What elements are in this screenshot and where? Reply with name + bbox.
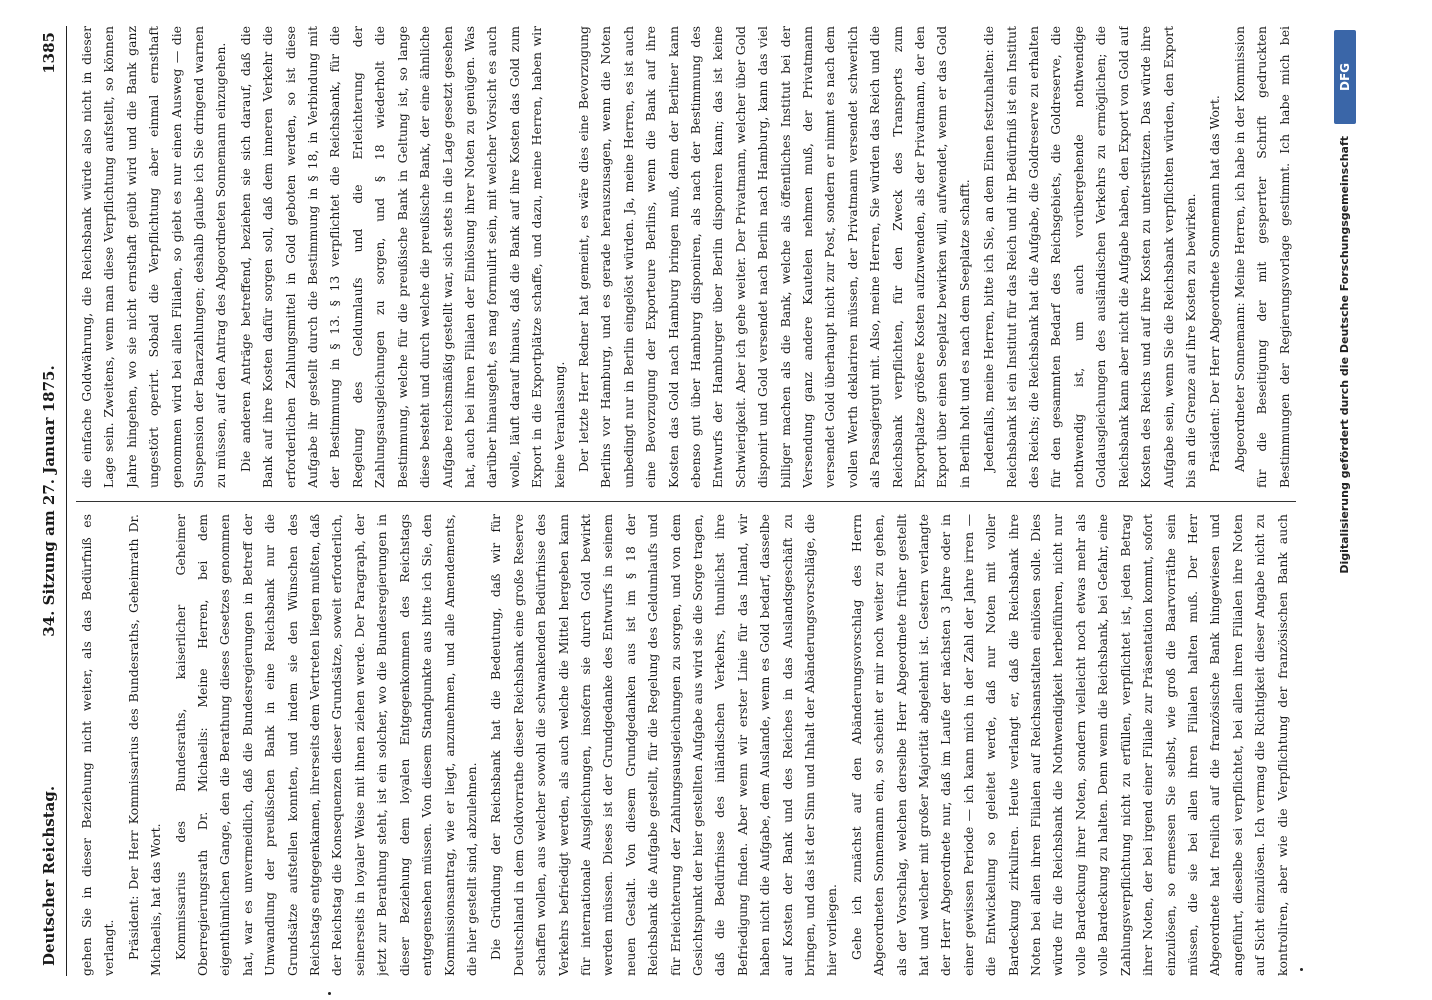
right-column bbox=[76, 26, 1296, 488]
funding-credit: Digitalisierung gefördert durch die Deutsche Forschungsgemeinschaft bbox=[1338, 136, 1351, 574]
paragraph: Gehe ich zunächst auf den Abänderungsvorschlag des Herrn Abgeordneten Sonnemann ein, so scheint er mir noch weiter zu gehen, als der Vorschlag, welchen derselbe Herr Abgeordnete früher gestellt hat und welcher mit großer Majorität abgelehnt ist. Gestern verlangte der Herr Abgeordnete nur, daß im Laufe der nächsten 3 Jahre oder in einer gewissen Periode — ich kann mich in der Zahl der Jahre irren — die Entwickelung so geleitet werde, daß nur Noten mit voller Bardeckung zirkuliren. Heute verlangt er, daß die Reichsbank ihre Noten bei allen ihren Filialen auf Reichsanstalten einlösen solle. Dies würde für die Reichsbank die Nothwendigkeit herbeiführen, nicht nur volle Bardeckung ihrer Noten, sondern vielleicht noch etwas mehr als volle Bardeckung zu halten. Denn wenn die Reichsbank, bei Gefahr, eine Zahlungsverpflichtung nicht zu erfüllen, verpflichtet ist, jeden Betrag ihrer Noten, der bei irgend einer Filiale zur Präsentation kommt, sofort einzulösen, so ermessen Sie selbst, wie groß die Baarvorräthe sein müssen, die sie bei allen ihren Filialen halten muß. Der Herr Abgeordnete hat freilich auf die französische Bank hingewiesen und angeführt, dieselbe sei verpflichtet, bei allen ihren Filialen ihre Noten auf Sicht einzulösen. Ich vermag die Richtigkeit dieser Angabe nicht zu kontroliren, aber wie die Verpflichtung der französischen Bank auch bbox=[848, 514, 1290, 976]
paragraph: gehen Sie in dieser Beziehung nicht weiter, als das Bedürfniß es verlangt. bbox=[79, 514, 117, 976]
paragraph: Kommissarius des Bundesraths, kaiserlicher Geheimer Oberregierungsrath Dr. Michaelis: Meine Herren, bei dem eigenthümlichen Gange, den die Berathung dieses Gesetzes genommen hat, war es unvermeidlich, daß die Bundesregierungen in Betreff der Umwandlung der preußischen Bank in eine Reichsbank nur die Grundsätze aufstellen konnten, und indem sie den Wünschen des Reichstags entgegenkamen, ihrerseits dem Vertreten liegen mußten, daß der Reichstag die Konsequenzen dieser Grundsätze, soweit erforderlich, seinerseits in loyaler Weise mit ihnen ziehen werde. Der Paragraph, der jetzt zur Berathung steht, ist ein solcher, wo die Bundesregierungen in dieser Beziehung dem loyalen Entgegenkommen des Reichstags entgegensehen müssen. Von diesem Standpunkte aus bitte ich Sie, den Kommissionsantrag, wie er liegt, anzunehmen, und alle Amendements, die hier gestellt sind, abzulehnen. bbox=[172, 514, 479, 976]
paragraph: Abgeordneter Sonnemann: Meine Herren, ich habe in der Kommission für die Beseitigung der mit gesperrter Schrift gedruckten Bestimmungen der Regierungsvorlage gestimmt. Ich habe mich bei bbox=[1231, 26, 1292, 488]
paragraph: Die Gründung der Reichsbank hat die Bedeutung, daß wir für Deutschland in dem Goldvorrathe dieser Reichsbank eine große Reserve schaffen wollen, aus welcher sowohl die schwankenden Bedürfnisse des Verkehrs befriedigt werden, als auch welche die Mittel hergeben kann für internationale Ausgleichungen, insofern sie durch Gold bewirkt werden müssen. Dieses ist der Grundgedanke des Entwurfs in seinem neuen Gestalt. Von diesem Grundgedanken aus ist im § 18 der Reichsbank die Aufgabe gestellt, für die Regelung des Geldumlaufs und für Erleichterung der Zahlungsausgleichungen zu sorgen, und von dem Gesichtspunkt der hier gestellten Aufgabe aus wird sie die Sorge tragen, daß die Bedürfnisse des inländischen Verkehrs, thunlichst ihre Befriedigung finden. Aber wenn wir erster Linie für das Inland, wir haben nicht die Aufgabe, dem Auslande, wenn es Gold bedarf, dasselbe auf Kosten der Bank und des Reiches in das Auslandsgeschäft zu bringen, und das ist der Sinn und Inhalt der Abänderungsvorschläge, die hier vorliegen. bbox=[488, 514, 840, 976]
column-divider bbox=[76, 501, 1296, 502]
page-header bbox=[32, 26, 67, 976]
paragraph: Präsident: Der Herr Abgeordnete Sonnemann hat das Wort. bbox=[1207, 95, 1223, 472]
paragraph: Der letzte Herr Redner hat gemeint, es wäre dies eine Bevorzugung Berlins vor Hamburg, und es gerade herauszusagen, wenn die Noten unbedingt nur in Berlin eingelöst würden. Ja, meine Herren, es ist auch eine Bevorzugung der Exporteure Berlins, wenn die Bank auf ihre Kosten das Gold nach Hamburg bringen muß, denn der Berliner kann ebenso gut über Hamburg disponiren, als nach der Bestimmung des Entwurfs der Hamburger über Berlin disponiren kann; das ist keine Schwierigkeit. Aber ich gehe weiter. Der Privatmann, welcher über Gold disponirt und Gold versendet nach Berlin nach Hamburg, kann das viel billiger machen als die Bank, welche als öffentliches Institut bei der Versendung ganz andere Kautelen nehmen muß, der Privatmann versendet Gold überhaupt nicht zur Post, sondern er nimmt es nach dem vollen Werth deklariren müssen, der Privatmann versendet schwerlich als Passagiergut mit. Also, meine Herren, Sie würden das Reich und die Reichsbank verpflichten, für den Zweck des Transports zum Exportplatze größere Kosten aufzuwenden, als der Privatmann, der den Export über einen Seeplatz bewirken will, aufwendet, wenn er das Gold in Berlin holt und es nach dem Seeplatze schafft. bbox=[575, 26, 972, 488]
paragraph: Präsident: Der Herr Kommissarius des Bundesraths, Geheimrath Dr. Michaelis, hat das Wort. bbox=[125, 514, 164, 976]
rotated-page bbox=[32, 26, 1392, 976]
session-title: 34. Sitzung am 27. Januar 1875. bbox=[40, 365, 58, 637]
text-columns bbox=[76, 26, 1296, 976]
publication-title: Deutscher Reichstag. bbox=[40, 785, 58, 966]
left-column bbox=[76, 514, 1296, 976]
paragraph: die einfache Goldwährung, die Reichsbank würde also nicht in dieser Lage sein. Zweitens, wenn man diese Verpflichtung aufstellt, so können Jahre hingehen, wo sie nicht ernsthaft geübt wird und die Bank ganz ungestört operirt. Sobald die Verpflichtung aber einmal ernsthaft genommen wird bei allen Filialen, so giebt es nur einen Ausweg — die Suspension der Baarzahlungen; deshalb glaube ich Sie dringend warnen zu müssen, auf den Antrag des Abgeordneten Sonnemann einzugehen. bbox=[79, 26, 229, 488]
digitization-note bbox=[1332, 26, 1360, 976]
page-number: 1385 bbox=[40, 32, 58, 74]
paragraph: Die anderen Anträge betreffend, beziehen sie sich darauf, daß die Bank auf ihre Kosten dafür sorgen soll, daß dem inneren Verkehr die erforderlichen Zahlungsmittel in Gold geboten werden, so ist diese Aufgabe ihr gestellt durch die Bestimmung in § 18, in Verbindung mit der Bestimmung in § 13. § 13 verpflichtet die Reichsbank, für die Regelung des Geldumlaufs und die Erleichterung der Zahlungsausgleichungen zu sorgen, und § 18 wiederholt die Bestimmung, welche für die preußische Bank in Geltung ist, so lange diese besteht und durch welche die preußische Bank, der eine ähnliche Aufgabe reichsmäßig gestellt war, sich stets in die Lage gesetzt gesehen hat, auch bei ihren Filialen der Einlösung ihrer Noten zu genügen. Was darüber hinausgeht, es mag formulirt sein, mit welcher Vorsicht es auch wolle, läuft darauf hinaus, daß die Bank auf ihre Kosten das Gold zum Export in die Exportplätze schaffe, und dazu, meine Herren, haben wir keine Veranlassung. bbox=[237, 26, 567, 488]
scan-speck bbox=[1300, 968, 1303, 971]
dfg-logo: DFG bbox=[1334, 30, 1356, 124]
paragraph: Jedenfalls, meine Herren, bitte ich Sie, an dem Einen festzuhalten: die Reichsbank ist ein Institut für das Reich und ihr Bedürfniß ist ein Institut des Reichs; die Reichsbank hat die Aufgabe, die Goldreserve zu erhalten für den gesammten Bedarf des Reichsgebiets, die Goldreserve, die nothwendig ist, um auch vorübergehende nothwendige Goldausgleichungen des ausländischen Verkehrs zu ermöglichen; die Reichsbank kann aber nicht die Aufgabe haben, den Export von Gold auf Kosten des Reichs und auf ihre Kosten zu unterstützen. Das würde ihre Aufgabe sein, wenn Sie die Reichsbank verpflichten würden, den Export bis an die Grenze auf ihre Kosten zu bewirken. bbox=[981, 26, 1198, 488]
scan-speck bbox=[328, 992, 331, 995]
